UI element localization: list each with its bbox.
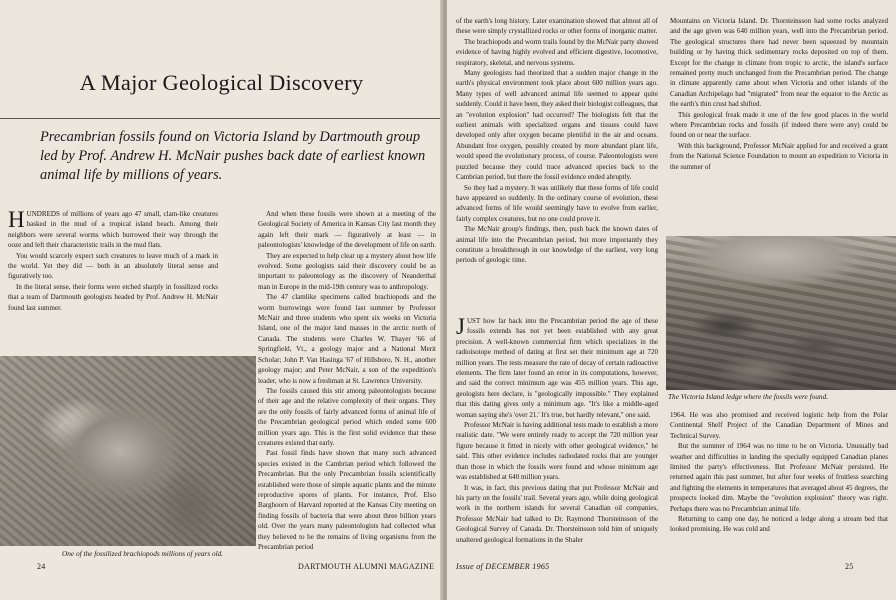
paragraph — [456, 316, 658, 420]
paragraph: So they had a mystery. It was unlikely that these forms of life could have appeared so suddenly. In the ordinary course of evolution, these advanced forms of life would seemingly have to evolve from earlier, fairly complex creatures, but no one could prove it. — [456, 183, 658, 223]
left-column-2 — [258, 209, 436, 559]
title-rule — [0, 118, 443, 119]
paragraph: Mountains on Victoria Island. Dr. Thorsteinsson had some rocks analyzed and the age given was 640 million years, well into the Precambrian period. The geological structures there had never been squeezed by mountain building or by having thick sedimentary rocks deposited on top of them. Except for the change in climate from tropic to arctic, the island's surface remained pretty much unchanged from the Precambrian period. The change in climate apparently came about when Victoria and other islands of the Canadian Archipelago had "migrated" from near the equator to the Arctic as the earth's thin crust had shifted. — [670, 17, 888, 109]
photo-caption: One of the fossilized brachiopods millions of years old. — [62, 549, 224, 558]
paragraph: They are expected to help clear up a mystery about how life evolved. Some geologists said their discovery could be as important to paleontology as the discovery of Neanderthal man in Europe in the mid-19th century was to anthropology. — [258, 251, 436, 291]
paragraph: The fossils caused this stir among paleontologists because of their age and the relative complexity of their organs. They are the only fossils of fairly advanced forms of animal life of the Precambrian geological period which ended some 600 million years ago. This is the first solid evidence that these creatures existed that early. — [258, 386, 436, 447]
paragraph: Returning to camp one day, he noticed a ledge along a stream bed that looked promising. He was cold and — [670, 515, 888, 534]
left-column-1 — [8, 209, 218, 321]
page-number: 24 — [37, 562, 46, 571]
left-page — [0, 0, 443, 600]
paragraph: You would scarcely expect such creatures to leave much of a mark in the world. Yet they did — both in an absolutely literal sense and figuratively too. — [8, 251, 218, 281]
victoria-island-ledge-photo — [666, 236, 896, 390]
paragraph: Professor McNair is having additional tests made to establish a more realistic date. "We were entirely ready to accept the 720 million year figure because it fitted in nicely with other geological evidence," he said. This other evidence includes radiodated rocks that are younger than those in which the fossils were found and whose minimum age was established at 640 million years. — [456, 421, 658, 482]
paragraph: This geological freak made it one of the few good places in the world where Precambrian rocks and fossils (if indeed there were any) could be found on or near the surface. — [670, 110, 888, 140]
paragraph: Many geologists had theorized that a sudden major change in the earth's physical environment took place about 600 million years ago. Many types of well advanced animal life seemed to appear quite suddenly. Could it have been, they asked their biologist colleagues, that an "evolution explosion" had occurred? The biologists felt that the earliest animals with specialized organs and tissues could have developed only after oxygen became plentiful in the air and oceans. Abundant free oxygen, possibly created by more abundant plant life, would speed the evolutionary process, of course. Paleontologists were puzzled because they could trace advanced species back to the Cambrian period, but there the fossil evidence ended abruptly. — [456, 69, 658, 182]
paragraph: In the literal sense, their forms were etched sharply in fossilized rocks that a team of Dartmouth geologists headed by Prof. Andrew H. McNair found last summer. — [8, 282, 218, 312]
article-title: A Major Geological Discovery — [79, 70, 364, 95]
paragraph — [8, 209, 218, 251]
right-column-1-top — [456, 16, 658, 312]
photo-caption: The Victoria Island ledge where the fossils were found. — [668, 392, 829, 401]
drop-cap: H — [8, 209, 25, 232]
paragraph: The McNair group's findings, then, push back the known dates of animal life into the Precambrian period, but more importantly they constitute a breakthrough in our knowledge of the earliest, very long periods of geologic time. — [456, 225, 658, 265]
paragraph: It was, in fact, this previous dating that put Professor McNair and his party on the fossils' trail. Several years ago, while doing geological work in the northern islands for several Canadian oil companies, Professor McNair had talked to Dr. Raymond Thorsteinsson of the Geological Survey of Canada. Dr. Thorsteinsson told him of uniquely unaltered geological formations in the Shaler — [456, 483, 658, 544]
paragraph: With this background, Professor McNair applied for and received a grant from the National Science Foundation to mount an expedition to Victoria in the summer of — [670, 141, 888, 171]
issue-date: Issue of DECEMBER 1965 — [456, 562, 550, 571]
article-lede: Precambrian fossils found on Victoria Island by Dartmouth group led by Prof. Andrew H. McNair pushes back date of earliest known animal life by millions of years. — [40, 129, 426, 183]
paragraph: 1964. He was also promised and received logistic help from the Polar Continental Shelf Project of the Canadian Department of Mines and Technical Survey. — [670, 411, 888, 440]
right-column-2-top — [670, 16, 888, 222]
right-page — [447, 0, 896, 600]
paragraph-text: UNDREDS of millions of years ago 47 small, clam-like creatures basked in the mud of a tropical island beach. Among their neighbors were several worms which burrowed their way through the ooze and left their characteristic trails in the mud flats. — [8, 210, 218, 250]
page-number: 25 — [845, 562, 854, 571]
magazine-name: DARTMOUTH ALUMNI MAGAZINE — [298, 562, 435, 571]
paragraph: And when these fossils were shown at a meeting of the Geological Society of America in Kansas City last month they again left their mark — figuratively at least — in paleontologists' knowledge of the development of life on earth. — [258, 210, 436, 250]
brachiopod-fossil-photo — [0, 356, 256, 546]
paragraph: Past fossil finds have shown that many such advanced species existed in the Cambrian period which followed the Precambrian. But the only Precambrian fossils scientifically established were those of simple aquatic plants and the minute reproductive spores of plants. For instance, Prof. Elso Barghoorn of Harvard reported at the Kansas City meeting on finding fossils of bacteria that were about three billion years old. Over the years many paleontologists had collected what they believed to be the remains of living organisms from the Precambrian period — [258, 449, 436, 551]
paragraph: The 47 clamlike specimens called brachiopods and the worm burrowings were found last summer by Professor McNair and three students who spent six weeks on Victoria Island, one of the major land masses in the arctic north of Canada. The students were Charles W. Thayer '66 of Springfield, Vt., a geology major and a National Merit Scholar; John P. Van Hasinga '67 of Hillsboro, N. H., another geology major; and Peter McNair, a son of the expedition's leader, who is now a freshman at St. Lawrence University. — [258, 293, 436, 385]
paragraph: But the summer of 1964 was no time to be on Victoria. Unusually bad weather and difficulties in landing the specially equipped Canadian planes limited the party's effectiveness. But Professor McNair persisted. He returned again this past summer, but after four weeks of fruitless searching and fighting the elements in temperatures that averaged about 45 degrees, the prospects looked dim. Maybe the "evolution explosion" theory was right. Perhaps there was no Precambrian animal life. — [670, 442, 888, 513]
right-column-2-bottom — [670, 410, 888, 560]
paragraph: The brachiopods and worm trails found by the McNair party showed evidence of having highly evolved and efficient digestive, locomotive, respiratory, skeletal, and nervous systems. — [456, 37, 658, 67]
right-column-1-bottom — [456, 316, 658, 554]
paragraph-text: UST how far back into the Precambrian period the age of these fossils extends has not yet been established with any great precision. A well-known commercial firm which specializes in the radioisotope method of dating at first set their minimum age at 720 million years. The tests measure the rate of decay of certain radioactive elements. The firm later found an error in its computations, however, and said the correct minimum age was 455 million years. This age, geologists here declare, is "geologically impossible." They explained that this dating gives only a minimum age. "It's like a middle-aged woman saying she's 'over 21.' It's true, but hardly relevant," one said. — [456, 317, 658, 419]
paragraph: of the earth's long history. Later examination showed that almost all of these were simply crystallized rocks or other forms of inorganic matter. — [456, 17, 658, 36]
drop-cap: J — [456, 316, 465, 339]
